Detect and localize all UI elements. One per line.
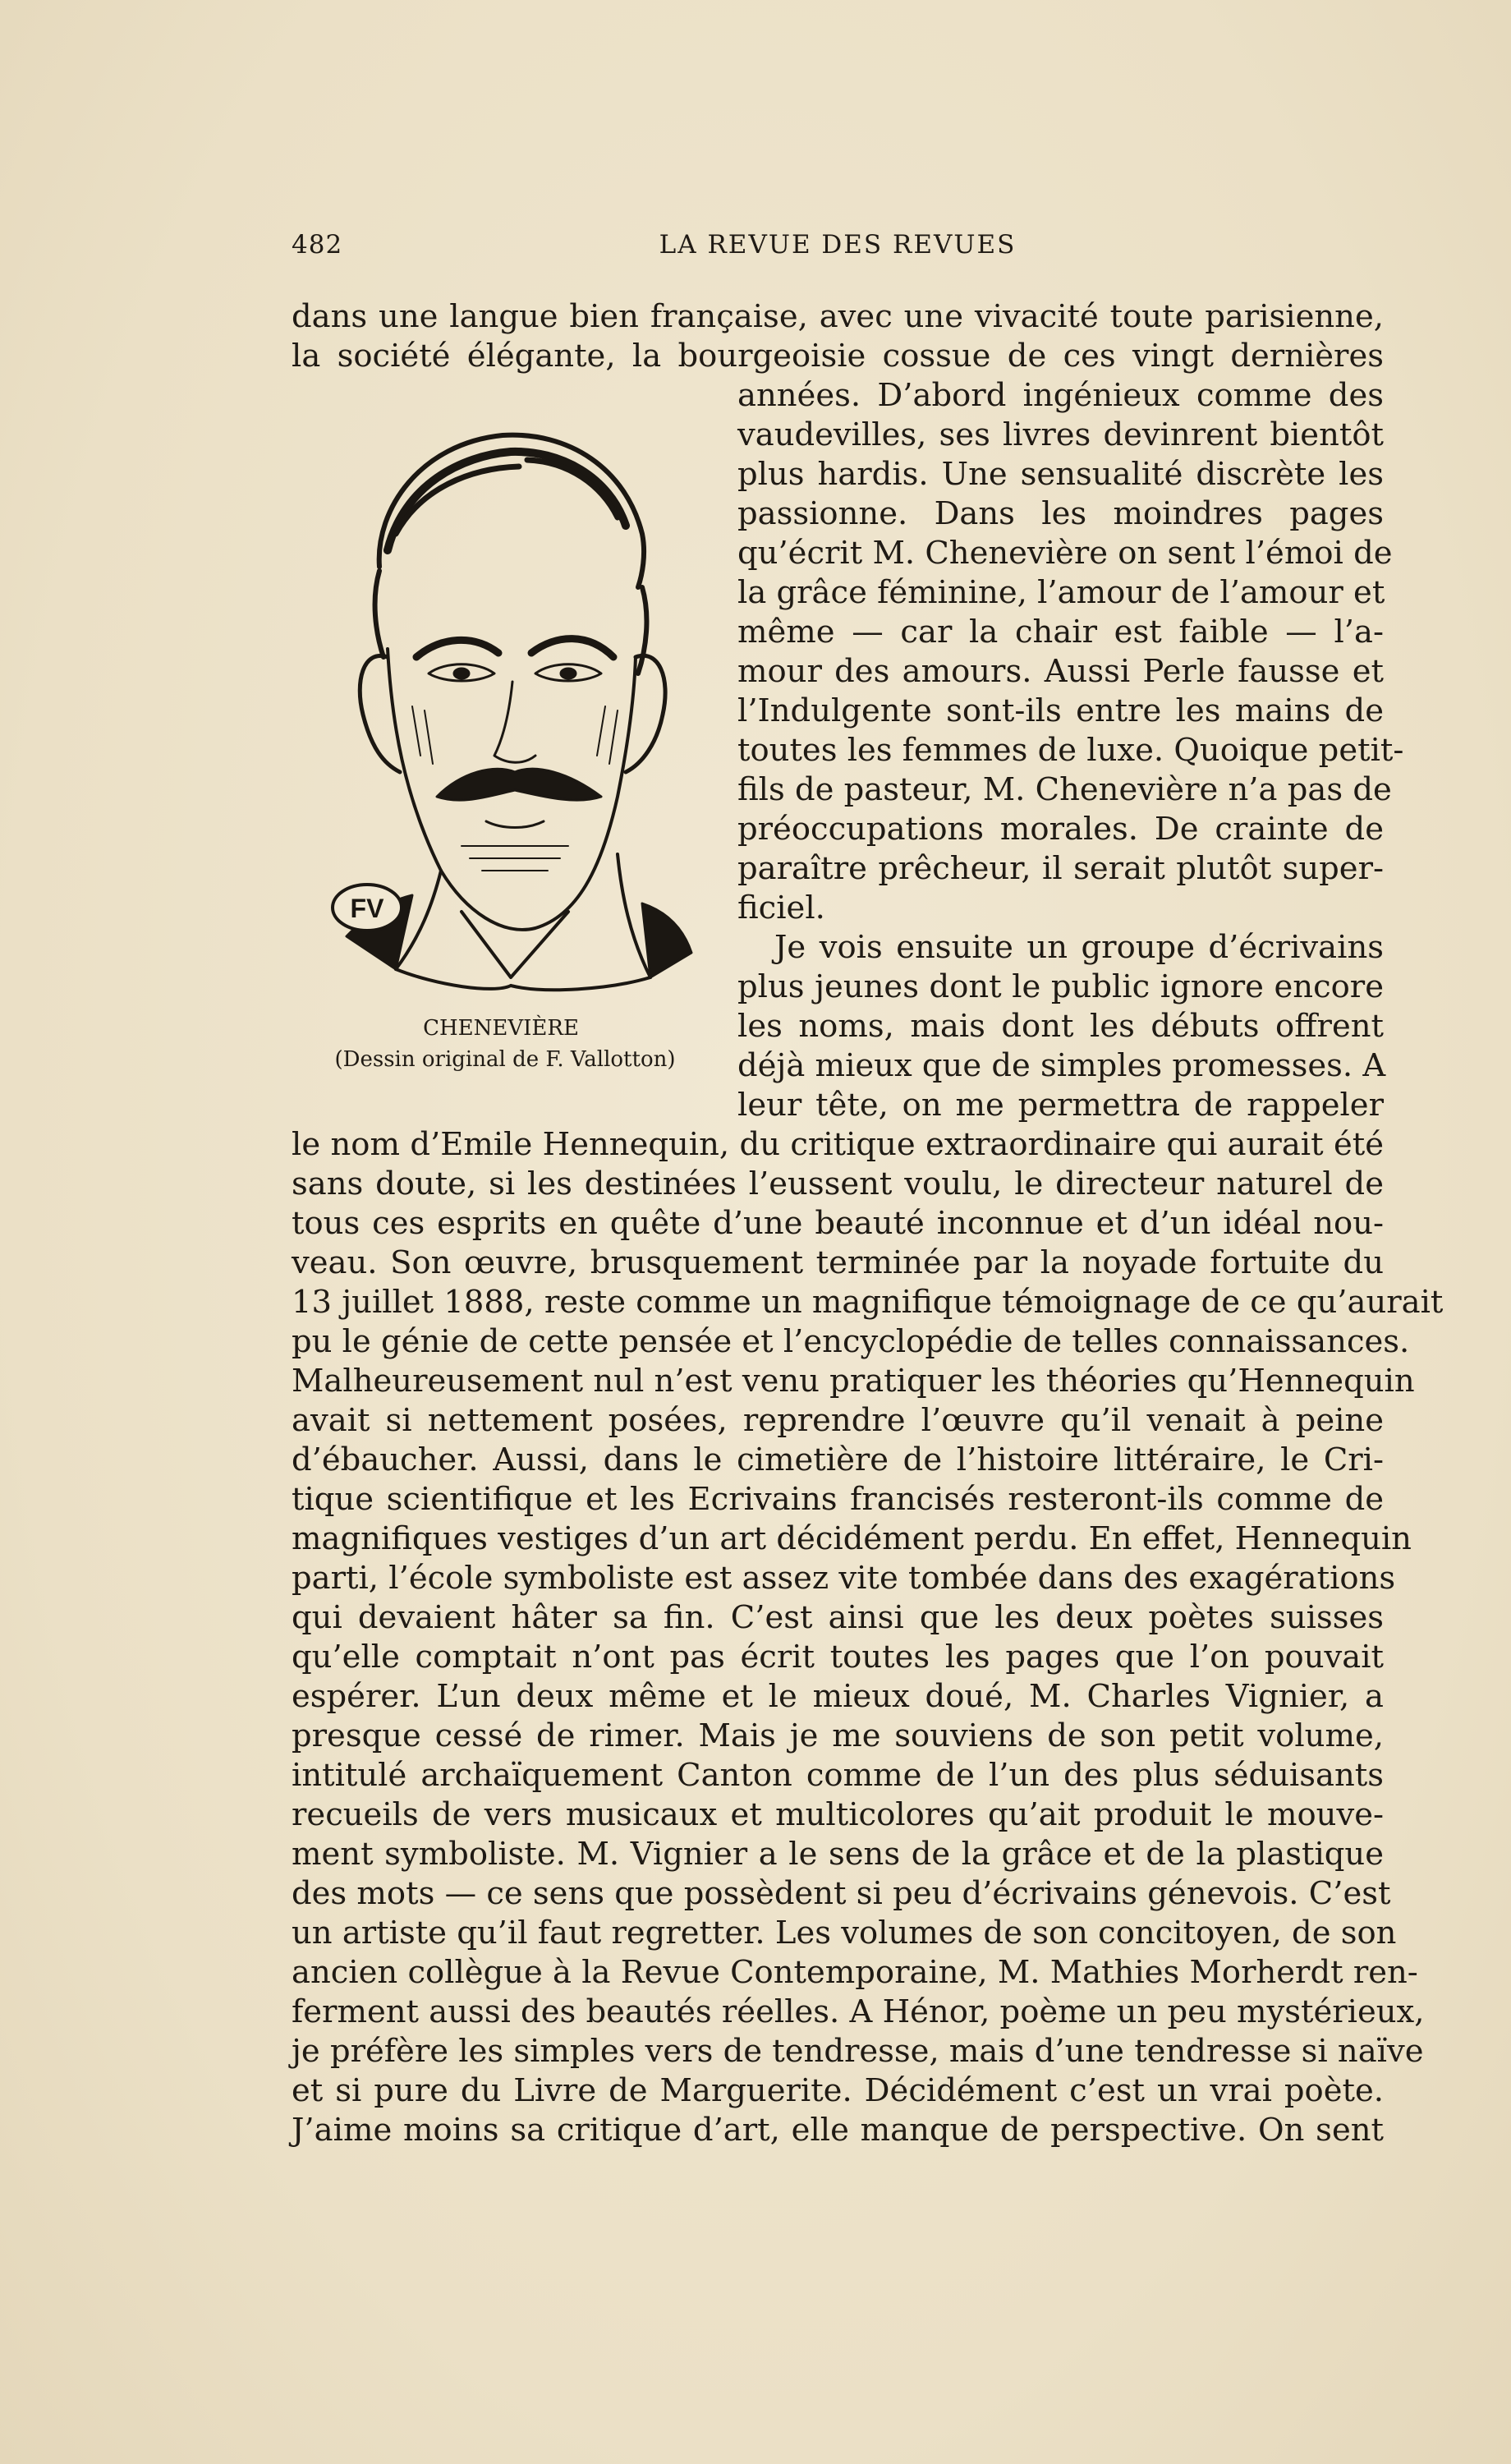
text-line: paraître prêcheur, il serait plutôt super- (737, 850, 1384, 887)
text-line: intitulé archaïquement Canton comme de l’un des plus séduisants (292, 1757, 1384, 1794)
text-line: les noms, mais dont les débuts offrent (737, 1008, 1384, 1045)
text-line: veau. Son œuvre, brusquement terminée par la noyade fortuite du (292, 1244, 1384, 1281)
text-line: plus hardis. Une sensualité discrète les (737, 456, 1384, 493)
text-line: années. D’abord ingénieux comme des (737, 377, 1384, 414)
text-line: des mots — ce sens que possèdent si peu d’écrivains génevois. C’est (292, 1875, 1391, 1912)
portrait-drawing (297, 411, 700, 1035)
text-line: l’Indulgente sont-ils entre les mains de (737, 692, 1384, 729)
text-line: qu’écrit M. Chenevière on sent l’émoi de (737, 535, 1393, 572)
paragraph-beside-figure (737, 376, 1404, 1125)
text-line: parti, l’école symboliste est assez vite tombée dans des exagérations (292, 1560, 1396, 1597)
text-line: sans doute, si les destinées l’eussent voulu, le directeur naturel de (292, 1165, 1384, 1202)
text-line: qu’elle comptait n’ont pas écrit toutes les pages que l’on pouvait (292, 1639, 1384, 1676)
page-header (292, 230, 1384, 263)
text-line: le nom d’Emile Hennequin, du critique extraordinaire qui aurait été (292, 1126, 1384, 1163)
text-line: préoccupations morales. De crainte de (737, 811, 1384, 848)
monogram-fv: FV (350, 894, 384, 923)
text-line: toutes les femmes de luxe. Quoique petit- (737, 732, 1404, 769)
paragraph-top (292, 297, 1384, 376)
text-line: je préfère les simples vers de tendresse, mais d’une tendresse si naïve (292, 2033, 1424, 2070)
text-line: la société élégante, la bourgeoisie cossue de ces vingt dernières (292, 338, 1384, 375)
text-line: magnifiques vestiges d’un art décidément perdu. En effet, Hennequin (292, 1520, 1412, 1557)
text-line: un artiste qu’il faut regretter. Les volumes de son concitoyen, de son (292, 1915, 1397, 1951)
text-line: 13 juillet 1888, reste comme un magnifique témoignage de ce qu’aurait (292, 1284, 1444, 1321)
text-line: Je vois ensuite un groupe d’écrivains (774, 929, 1384, 966)
caption-name: CHENEVIÈRE (423, 1016, 579, 1041)
text-line: recueils de vers musicaux et multicolores qu’ait produit le mouve- (292, 1796, 1384, 1833)
running-head: LA REVUE DES REVUES (659, 230, 1017, 260)
text-line: mour des amours. Aussi Perle fausse et (737, 653, 1384, 690)
text-line: ment symboliste. M. Vignier a le sens de la grâce et de la plastique (292, 1836, 1384, 1873)
text-line: et si pure du Livre de Marguerite. Décidément c’est un vrai poète. (292, 2072, 1384, 2109)
paragraph-main (292, 1125, 1444, 2150)
text-line: passionne. Dans les moindres pages (737, 495, 1384, 532)
text-line: tous ces esprits en quête d’une beauté inconnue et d’un idéal nou- (292, 1205, 1384, 1242)
text-line: Malheureusement nul n’est venu pratiquer les théories qu’Hennequin (292, 1363, 1415, 1400)
text-line: avait si nettement posées, reprendre l’œuvre qu’il venait à peine (292, 1402, 1384, 1439)
text-line: qui devaient hâter sa fin. C’est ainsi que les deux poètes suisses (292, 1599, 1384, 1636)
text-line: même — car la chair est faible — l’a- (737, 614, 1384, 650)
text-line: dans une langue bien française, avec une vivacité toute parisienne, (292, 298, 1384, 335)
text-line: espérer. L’un deux même et le mieux doué, M. Charles Vignier, a (292, 1678, 1384, 1715)
text-line: tique scientifique et les Ecrivains francisés resteront-ils comme de (292, 1481, 1384, 1518)
text-line: fils de pasteur, M. Chenevière n’a pas de (737, 771, 1392, 808)
page-number: 482 (292, 230, 343, 260)
text-line: ancien collègue à la Revue Contemporaine, M. Mathies Morherdt ren- (292, 1954, 1418, 1991)
text-line: plus jeunes dont le public ignore encore (737, 968, 1384, 1005)
text-line: déjà mieux que de simples promesses. A (737, 1047, 1386, 1084)
text-line: J’aime moins sa critique d’art, elle manque de perspective. On sent (292, 2112, 1384, 2149)
text-line: vaudevilles, ses livres devinrent bientôt (737, 416, 1384, 453)
caption-credit: (Dessin original de F. Vallotton) (334, 1047, 676, 1072)
text-line: leur tête, on me permettra de rappeler (737, 1087, 1384, 1124)
text-line: ferment aussi des beautés réelles. A Hénor, poème un peu mystérieux, (292, 1993, 1425, 2030)
text-line: ficiel. (737, 890, 825, 926)
portrait-illustration (297, 411, 700, 1035)
text-line: d’ébaucher. Aussi, dans le cimetière de l’histoire littéraire, le Cri- (292, 1441, 1384, 1478)
text-line: presque cessé de rimer. Mais je me souviens de son petit volume, (292, 1717, 1384, 1754)
text-line: pu le génie de cette pensée et l’encyclopédie de telles connaissances. (292, 1323, 1410, 1360)
text-line: la grâce féminine, l’amour de l’amour et (737, 574, 1385, 611)
